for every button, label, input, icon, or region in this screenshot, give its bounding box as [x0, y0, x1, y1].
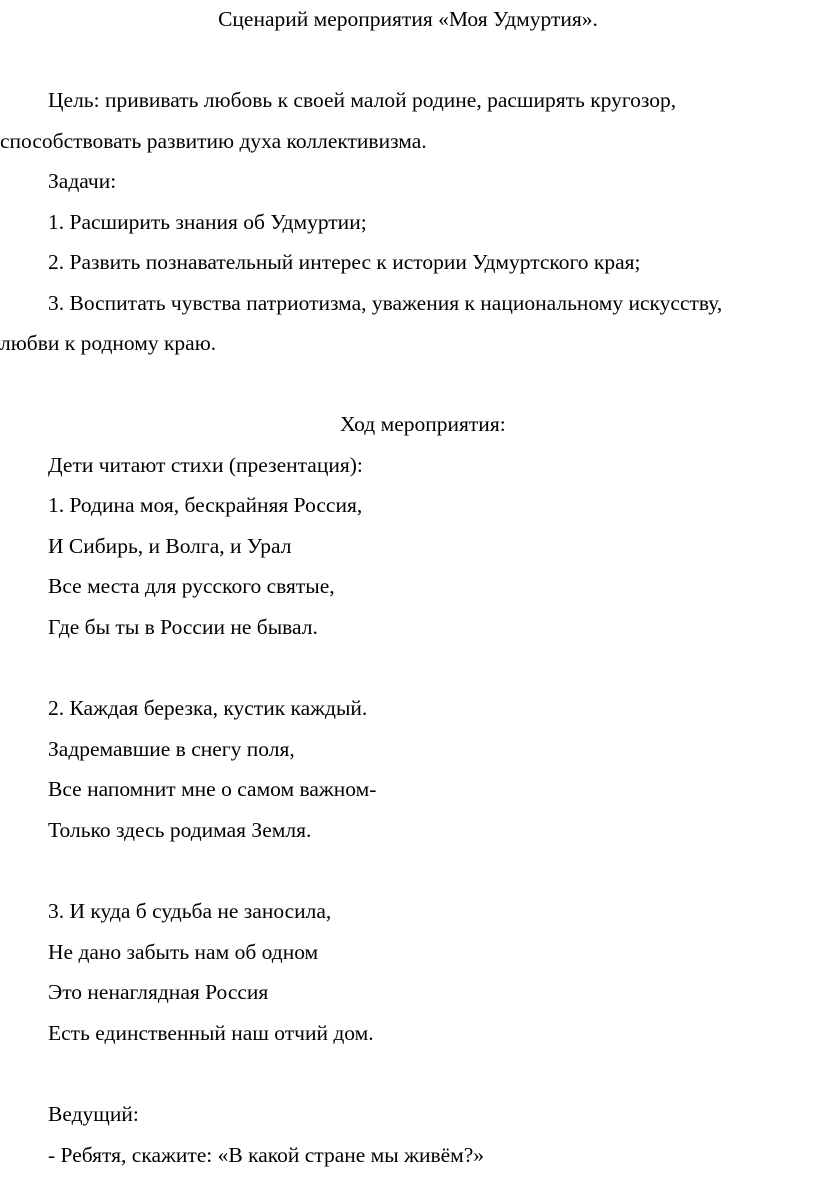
task-item-3-line-2: любви к родному краю.: [0, 331, 217, 355]
task-item-3-line-1: 3. Воспитать чувства патриотизма, уважения к национальному искусству,: [48, 291, 723, 315]
progress-intro: Дети читают стихи (презентация):: [48, 453, 363, 477]
poem-2-line-4: Только здесь родимая Земля.: [48, 818, 312, 842]
tasks-heading: Задачи:: [48, 169, 117, 193]
poem-3-line-4: Есть единственный наш отчий дом.: [48, 1021, 374, 1045]
poem-3-line-2: Не дано забыть нам об одном: [48, 940, 319, 964]
goal-line-2: способствовать развитию духа коллективизма.: [0, 129, 427, 153]
poem-1-line-4: Где бы ты в России не бывал.: [48, 615, 318, 639]
goal-line-1: Цель: прививать любовь к своей малой родине, расширять кругозор,: [48, 88, 677, 112]
poem-1-line-1: 1. Родина моя, бескрайняя Россия,: [48, 493, 363, 517]
poem-3-line-3: Это ненаглядная Россия: [48, 980, 269, 1004]
task-item-1: 1. Расширить знания об Удмуртии;: [48, 210, 367, 234]
poem-2-line-1: 2. Каждая березка, кустик каждый.: [48, 696, 368, 720]
poem-1-line-2: И Сибирь, и Волга, и Урал: [48, 534, 292, 558]
poem-1-line-3: Все места для русского святые,: [48, 574, 335, 598]
poem-3-line-1: 3. И куда б судьба не заносила,: [48, 899, 332, 923]
host-speech: - Ребятя, скажите: «В какой стране мы живём?»: [48, 1143, 485, 1167]
poem-2-line-3: Все напомнит мне о самом важном-: [48, 777, 377, 801]
progress-heading: Ход мероприятия:: [340, 412, 506, 436]
poem-2-line-2: Задремавшие в снегу поля,: [48, 737, 295, 761]
task-item-2: 2. Развить познавательный интерес к истории Удмуртского края;: [48, 250, 641, 274]
document-title: Сценарий мероприятия «Моя Удмуртия».: [218, 7, 598, 31]
host-label: Ведущий:: [48, 1102, 139, 1126]
